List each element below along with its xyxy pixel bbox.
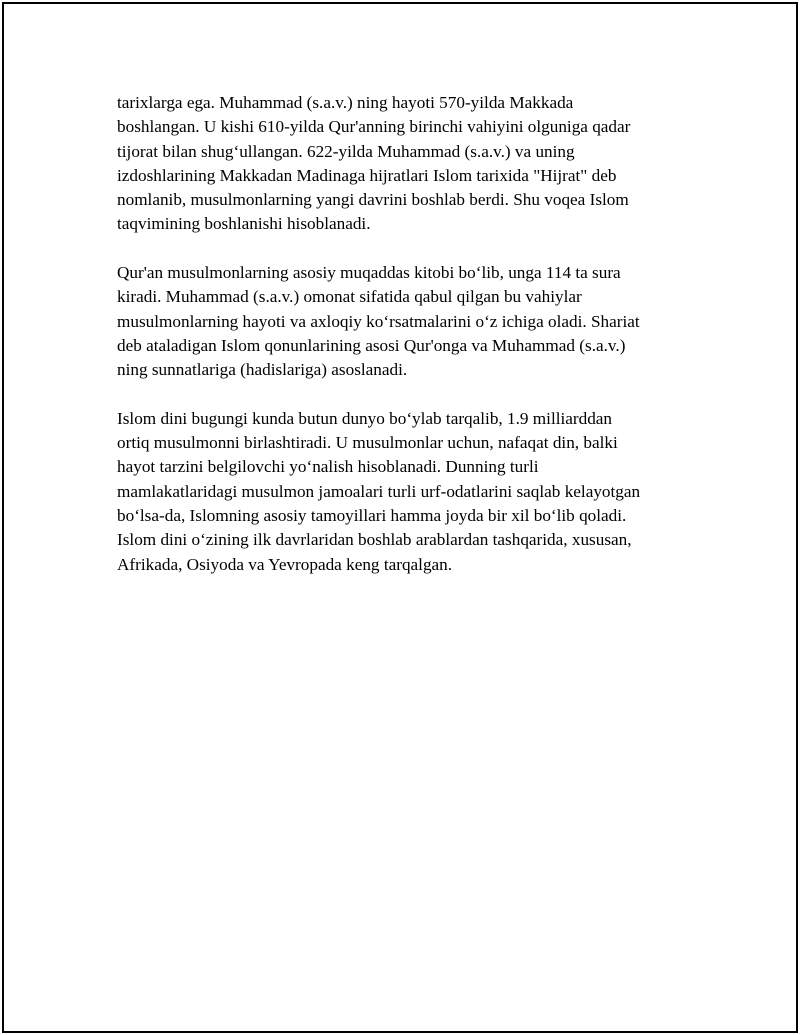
text-line: Qur'an musulmonlarning asosiy muqaddas kitobi bo‘lib, unga 114 ta sura [117, 263, 621, 283]
text-line: nomlanib, musulmonlarning yangi davrini boshlab berdi. Shu voqea Islom [117, 190, 629, 210]
text-line: izdoshlarining Makkadan Madinaga hijratlari Islom tarixida "Hijrat" deb [117, 165, 617, 185]
text-line: musulmonlarning hayoti va axloqiy ko‘rsatmalarini o‘z ichiga oladi. Shariat [117, 311, 640, 331]
text-line: tijorat bilan shug‘ullangan. 622-yilda Muhammad (s.a.v.) va uning [117, 141, 575, 161]
text-line: hayot tarzini belgilovchi yo‘nalish hisoblanadi. Dunning turli [117, 457, 539, 477]
text-line: mamlakatlaridagi musulmon jamoalari turli urf-odatlarini saqlab kelayotgan [117, 481, 641, 501]
paragraph-3 [117, 407, 677, 577]
text-line: ning sunnatlariga (hadislariga) asoslanadi. [117, 360, 408, 380]
text-line: Islom dini o‘zining ilk davrlaridan boshlab arablardan tashqarida, xususan, [117, 530, 632, 550]
paragraph-1 [117, 91, 677, 237]
text-line: kiradi. Muhammad (s.a.v.) omonat sifatida qabul qilgan bu vahiylar [117, 287, 582, 307]
document-body [117, 91, 677, 601]
text-line: deb ataladigan Islom qonunlarining asosi Qur'onga va Muhammad (s.a.v.) [117, 335, 626, 355]
text-line: boshlangan. U kishi 610-yilda Qur'anning birinchi vahiyini olguniga qadar [117, 117, 631, 137]
text-line: Afrikada, Osiyoda va Yevropada keng tarqalgan. [117, 554, 453, 574]
text-line: taqvimining boshlanishi hisoblanadi. [117, 214, 371, 234]
text-line: tarixlarga ega. Muhammad (s.a.v.) ning hayoti 570-yilda Makkada [117, 93, 574, 112]
text-line: bo‘lsa-da, Islomning asosiy tamoyillari hamma joyda bir xil bo‘lib qoladi. [117, 506, 627, 526]
text-line: ortiq musulmonni birlashtiradi. U musulmonlar uchun, nafaqat din, balki [117, 433, 618, 453]
text-line: Islom dini bugungi kunda butun dunyo bo‘ylab tarqalib, 1.9 milliarddan [117, 408, 613, 428]
paragraph-2 [117, 261, 677, 382]
